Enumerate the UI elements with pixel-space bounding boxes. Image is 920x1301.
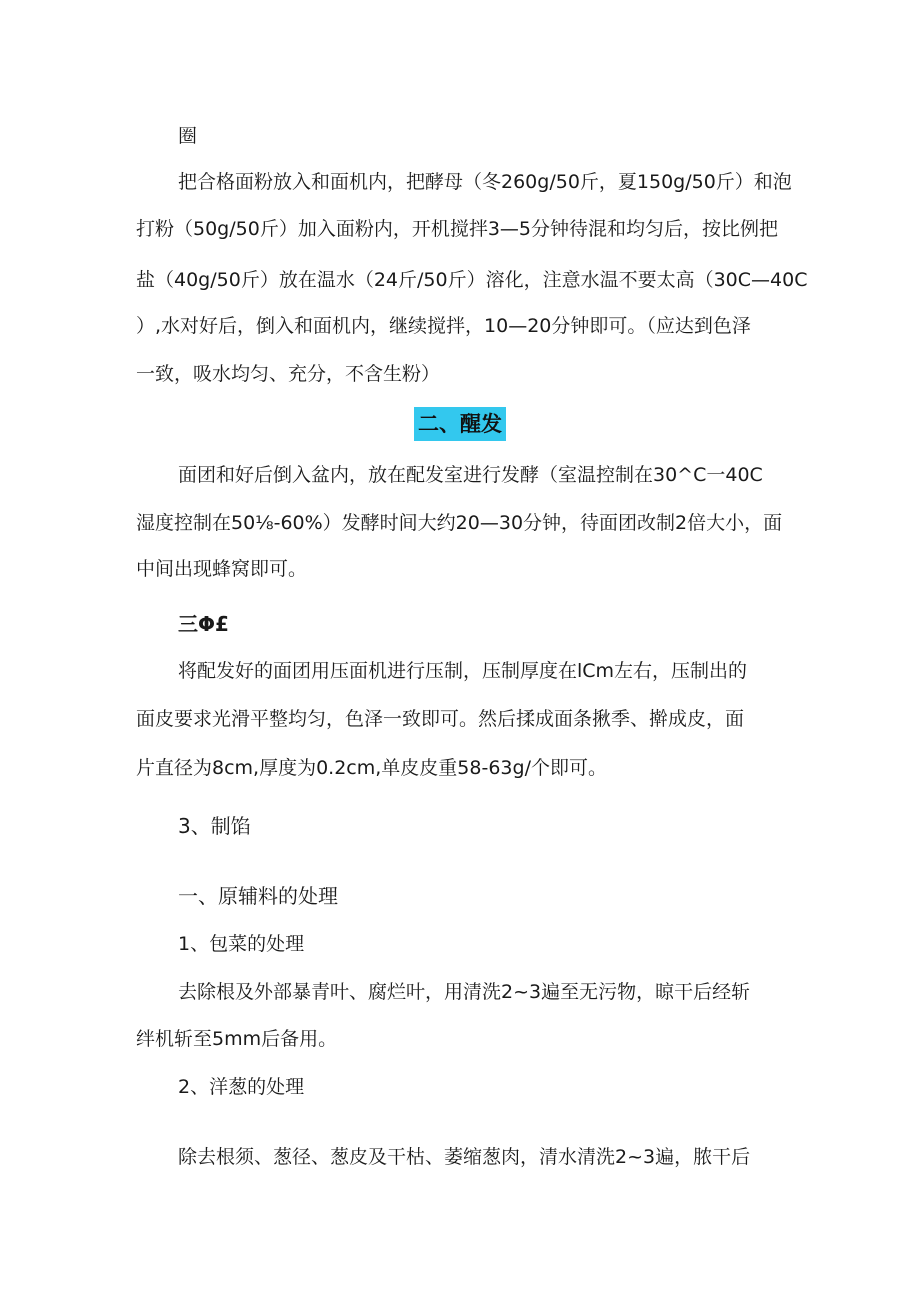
- text-line-1: 圈: [178, 125, 198, 147]
- text-line-14: 片直径为8cm,厚度为0.2cm,单皮皮重58-63g/个即可。: [136, 757, 607, 779]
- section-heading-ferment: 二、醒发: [418, 412, 502, 436]
- text-line-18: 去除根及外部暴青叶、腐烂叶，用清洗2~3遍至无污物，晾干后经斩: [178, 981, 751, 1003]
- text-line-2: 把合格面粉放入和面机内，把酵母（冬260g/50斤，夏150g/50斤）和泡: [178, 171, 792, 193]
- text-line-4: 盐（40g/50斤）放在温水（24斤/50斤）溶化，注意水温不要太高（30C—40C: [136, 269, 808, 291]
- text-line-13: 面皮要求光滑平整均匀，色泽一致即可。然后揉成面条揪季、擀成皮，面: [136, 708, 745, 730]
- subheading-cabbage: 1、包菜的处理: [178, 933, 305, 955]
- text-line-5: ）,水对好后，倒入和面机内，继续搅拌，10—20分钟即可。（应达到色泽: [136, 315, 751, 337]
- text-line-10: 中间出现蜂窝即可。: [136, 558, 308, 580]
- section-heading-3: 三Φ£: [178, 612, 229, 636]
- section-heading-filling: 3、制馅: [178, 814, 251, 838]
- subheading-onion: 2、洋葱的处理: [178, 1076, 305, 1098]
- text-line-8: 面团和好后倒入盆内，放在配发室进行发酵（室温控制在30^C一40C: [178, 464, 763, 486]
- text-line-3: 打粉（50g/50斤）加入面粉内，开机搅拌3—5分钟待混和均匀后，按比例把: [136, 218, 778, 240]
- text-line-6: 一致，吸水均匀、充分，不含生粉）: [136, 363, 441, 385]
- subheading-raw-material: 一、原辅料的处理: [178, 884, 338, 908]
- text-line-9: 湿度控制在50⅛-60%）发酵时间大约20—30分钟，待面团改制2倍大小，面: [136, 512, 783, 534]
- text-line-21: 除去根须、葱径、葱皮及干枯、萎缩葱肉，清水清洗2~3遍，脓干后: [178, 1146, 751, 1168]
- text-line-12: 将配发好的面团用压面机进行压制，压制厚度在lCm左右，压制出的: [178, 660, 748, 682]
- text-line-19: 绊机斩至5mm后备用。: [136, 1028, 338, 1050]
